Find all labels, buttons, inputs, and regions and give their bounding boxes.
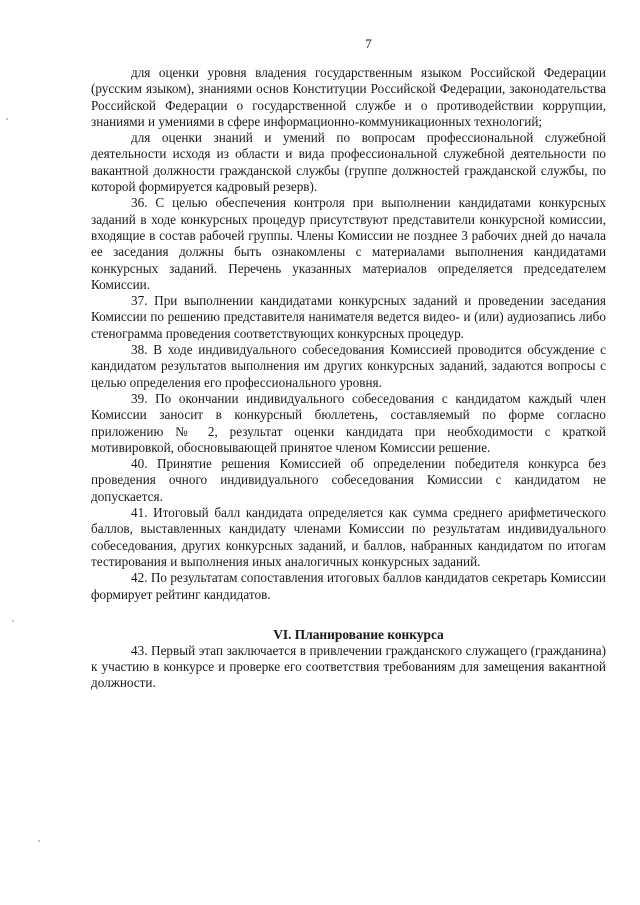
paragraph-42: 42. По результатам сопоставления итоговых баллов кандидатов секретарь Комиссии формирует рейтинг кандидатов. bbox=[91, 570, 606, 602]
paragraph-36: 36. С целью обеспечения контроля при выполнении кандидатами конкурсных заданий в ходе конкурсных процедур присутствуют представители конкурсной комиссии, входящие в состав рабочей группы. Члены Комиссии не позднее 3 рабочих дней до начала ее заседания должны быть ознакомлены с материалами выполнения кандидатами конкурсных заданий. Перечень указанных материалов определяется председателем Комиссии. bbox=[91, 195, 606, 292]
paragraph-41: 41. Итоговый балл кандидата определяется как сумма среднего арифметического баллов, выставленных кандидату членами Комиссии по результатам индивидуального собеседования, других конкурсных заданий, и баллов, набранных кандидатом по итогам тестирования и выполнения иных аналогичных конкурсных заданий. bbox=[91, 505, 606, 569]
paragraph-40: 40. Принятие решения Комиссией об определении победителя конкурса без проведения очного индивидуального собеседования Комиссии с кандидатом не допускается. bbox=[91, 456, 606, 504]
paragraph-professional-assessment: для оценки знаний и умений по вопросам профессиональной служебной деятельности исходя из области и вида профессиональной служебной деятельности по вакантной должности гражданской службы (группе должностей гражданской службы, по которой формируется кадровый резерв). bbox=[91, 130, 606, 195]
scan-speck bbox=[12, 620, 14, 622]
scan-speck bbox=[6, 118, 8, 120]
paragraph-37: 37. При выполнении кандидатами конкурсных заданий и проведении заседания Комиссии по решению представителя нанимателя ведется видео- и (или) аудиозапись либо стенограмма проведения соответствующих конкурсных процедур. bbox=[91, 293, 606, 341]
paragraph-43: 43. Первый этап заключается в привлечении гражданского служащего (гражданина) к участию в конкурсе и проверке его соответствия требованиям для замещения вакантной должности. bbox=[91, 642, 606, 691]
scan-speck bbox=[38, 840, 40, 842]
paragraph-38: 38. В ходе индивидуального собеседования Комиссией проводится обсуждение с кандидатом результатов выполнения им других конкурсных заданий, задаются вопросы с целью определения его профессионального уровня. bbox=[91, 342, 606, 390]
paragraph-39: 39. По окончании индивидуального собеседования с кандидатом каждый член Комиссии заносит в конкурсный бюллетень, составляемый по форме согласно приложению № 2, результат оценки кандидата при необходимости с краткой мотивировкой, обосновывающей принятое членом Комиссии решение. bbox=[91, 390, 606, 455]
paragraph-language-assessment: для оценки уровня владения государственным языком Российской Федерации (русским языком), знаниями основ Конституции Российской Федерации, законодательства Российской Федерации о государственной службе и о противодействии коррупции, знаниями и умениями в сфере информационно-коммуникационных технологий; bbox=[91, 65, 606, 129]
page-number: 7 bbox=[365, 36, 372, 51]
section-heading: VI. Планирование конкурса bbox=[273, 626, 444, 642]
